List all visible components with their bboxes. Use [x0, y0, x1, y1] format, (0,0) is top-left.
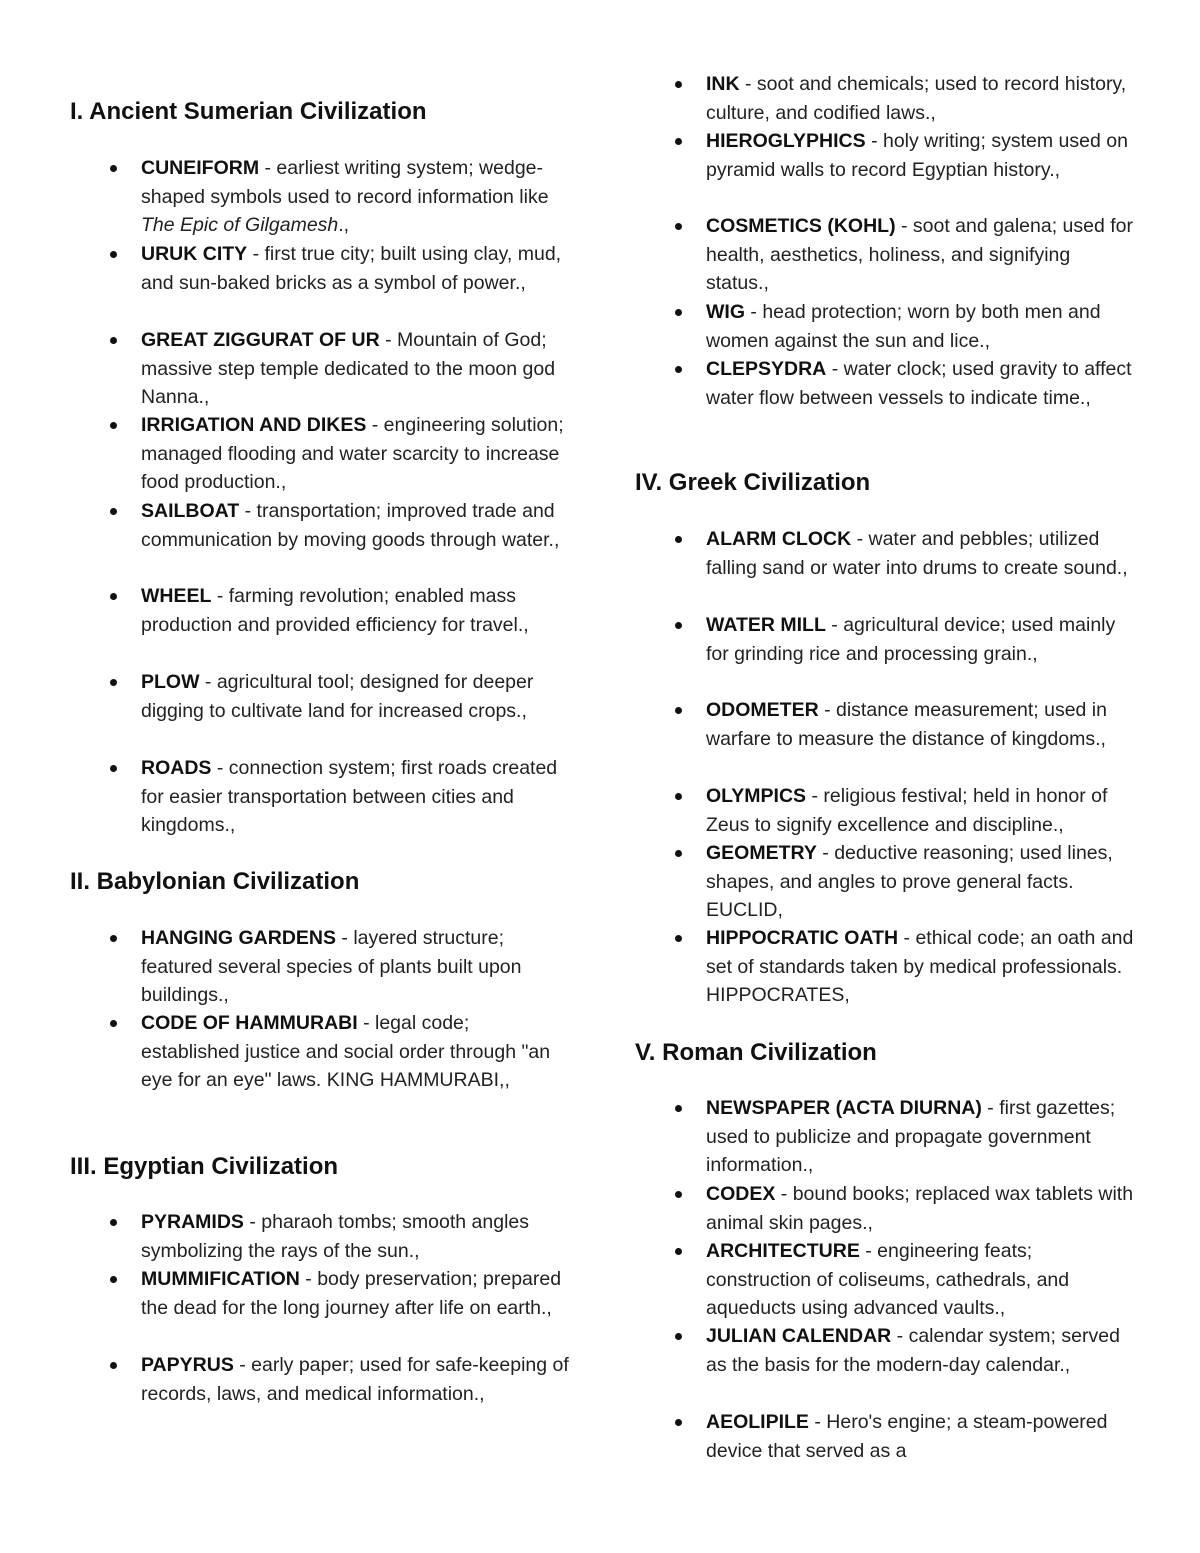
item-description: - pharaoh tombs; smooth angles symbolizing the rays of the sun.,	[141, 1211, 530, 1262]
bullet-icon	[675, 622, 682, 629]
section-title-greek: IV. Greek Civilization	[635, 469, 871, 496]
item-description: - soot and galena; used for health, aesthetics, holiness, and signifying status.,	[706, 215, 1133, 294]
item-description: - legal code; established justice and social order through "an eye for an eye" laws. KING HAMMURABI,,	[141, 1012, 551, 1091]
item-description: - transportation; improved trade and communication by moving goods through water.,	[141, 500, 560, 551]
item-description: - farming revolution; enabled mass production and provided efficiency for travel.,	[141, 585, 529, 636]
item-description: - ethical code; an oath and set of standards taken by medical professionals. HIPPOCRATES,	[706, 927, 1134, 1006]
bullet-icon	[675, 309, 682, 316]
bullet-icon	[675, 935, 682, 942]
bullet-icon	[675, 81, 682, 88]
bullet-icon	[675, 536, 682, 543]
item-term: CODE OF HAMMURABI	[141, 1012, 358, 1034]
item-term: COSMETICS (KOHL)	[706, 215, 896, 237]
bullet-icon	[110, 935, 117, 942]
item-description: - layered structure; featured several species of plants built upon buildings.,	[141, 927, 522, 1006]
item-description: - early paper; used for safe-keeping of records, laws, and medical information.,	[141, 1354, 569, 1405]
item-text	[706, 212, 1136, 298]
item-text	[141, 668, 571, 725]
item-description: - religious festival; held in honor of Zeus to signify excellence and discipline.,	[706, 785, 1108, 836]
item-term: GREAT ZIGGURAT OF UR	[141, 329, 380, 351]
item-text	[706, 696, 1136, 753]
item-term: CODEX	[706, 1183, 776, 1205]
item-term: INK	[706, 73, 740, 95]
section-title-egyptian: III. Egyptian Civilization	[70, 1153, 339, 1180]
bullet-icon	[110, 508, 117, 515]
section-title-sumerian: I. Ancient Sumerian Civilization	[70, 98, 427, 125]
bullet-icon	[675, 1105, 682, 1112]
bullet-icon	[110, 1020, 117, 1027]
item-term: MUMMIFICATION	[141, 1268, 300, 1290]
item-description: - engineering solution; managed flooding and water scarcity to increase food production.,	[141, 414, 564, 493]
item-description: - deductive reasoning; used lines, shapes, and angles to prove general facts. EUCLID,	[706, 842, 1113, 921]
bullet-icon	[675, 366, 682, 373]
item-text	[141, 924, 571, 1010]
bullet-icon	[110, 422, 117, 429]
item-description: - water clock; used gravity to affect water flow between vessels to indicate time.,	[706, 358, 1132, 409]
item-description: - first gazettes; used to publicize and propagate government information.,	[706, 1097, 1116, 1176]
item-term: JULIAN CALENDAR	[706, 1325, 892, 1347]
item-description: - head protection; worn by both men and women against the sun and lice.,	[706, 301, 1101, 352]
item-term: PAPYRUS	[141, 1354, 234, 1376]
item-description-italic: The Epic of Gilgamesh	[141, 214, 339, 236]
section-title-roman: V. Roman Civilization	[635, 1039, 877, 1066]
item-text	[141, 1208, 571, 1265]
item-term: ARCHITECTURE	[706, 1240, 860, 1262]
item-text	[706, 1180, 1136, 1237]
bullet-icon	[675, 1248, 682, 1255]
item-description: - Mountain of God; massive step temple dedicated to the moon god Nanna.,	[141, 329, 556, 408]
item-text	[141, 497, 571, 554]
item-text	[141, 326, 571, 412]
item-text	[141, 1351, 571, 1408]
bullet-icon	[110, 679, 117, 686]
bullet-icon	[675, 1419, 682, 1426]
item-description: - first true city; built using clay, mud, and sun-baked bricks as a symbol of power.,	[141, 243, 562, 294]
item-term: URUK CITY	[141, 243, 248, 265]
bullet-icon	[110, 1276, 117, 1283]
item-term: ALARM CLOCK	[706, 528, 852, 550]
bullet-icon	[675, 850, 682, 857]
item-text	[141, 1009, 571, 1095]
item-description-end: .,	[338, 214, 350, 236]
item-term: OLYMPICS	[706, 785, 807, 807]
item-term: HIPPOCRATIC OATH	[706, 927, 899, 949]
item-term: IRRIGATION AND DIKES	[141, 414, 367, 436]
item-description: - agricultural device; used mainly for grinding rice and processing grain.,	[706, 614, 1116, 665]
item-description: - bound books; replaced wax tablets with animal skin pages.,	[706, 1183, 1134, 1234]
item-text	[706, 611, 1136, 668]
bullet-icon	[110, 251, 117, 258]
item-term: GEOMETRY	[706, 842, 817, 864]
item-text	[141, 1265, 571, 1322]
item-description: - soot and chemicals; used to record history, culture, and codified laws.,	[706, 73, 1127, 124]
item-term: CUNEIFORM	[141, 157, 260, 179]
item-term: HANGING GARDENS	[141, 927, 337, 949]
bullet-icon	[110, 337, 117, 344]
item-text	[141, 240, 571, 297]
item-description: - body preservation; prepared the dead for the long journey after life on earth.,	[141, 1268, 562, 1319]
bullet-icon	[675, 793, 682, 800]
item-text	[141, 754, 571, 840]
item-term: WHEEL	[141, 585, 212, 607]
item-text	[706, 525, 1136, 582]
item-description: - agricultural tool; designed for deeper digging to cultivate land for increased crops.,	[141, 671, 534, 722]
item-description: - calendar system; served as the basis for the modern-day calendar.,	[706, 1325, 1120, 1376]
item-term: WIG	[706, 301, 745, 323]
item-description: - engineering feats; construction of coliseums, cathedrals, and aqueducts using advanced vaults.,	[706, 1240, 1070, 1319]
bullet-icon	[110, 1362, 117, 1369]
item-description: - connection system; first roads created for easier transportation between cities and kingdoms.,	[141, 757, 558, 836]
item-text	[706, 298, 1136, 355]
bullet-icon	[110, 165, 117, 172]
item-term: ODOMETER	[706, 699, 819, 721]
bullet-icon	[675, 1333, 682, 1340]
item-term: ROADS	[141, 757, 212, 779]
item-text	[706, 839, 1136, 925]
item-text	[706, 782, 1136, 839]
item-text	[706, 70, 1136, 127]
section-title-babylonian: II. Babylonian Civilization	[70, 868, 360, 895]
item-text	[706, 1322, 1136, 1379]
bullet-icon	[110, 1219, 117, 1226]
item-term: CLEPSYDRA	[706, 358, 827, 380]
item-text	[141, 411, 571, 497]
item-text	[706, 355, 1136, 412]
item-description: - holy writing; system used on pyramid walls to record Egyptian history.,	[706, 130, 1128, 181]
item-term: WATER MILL	[706, 614, 826, 636]
bullet-icon	[675, 707, 682, 714]
item-description: - Hero's engine; a steam-powered device that served as a	[706, 1411, 1108, 1462]
item-term: PYRAMIDS	[141, 1211, 244, 1233]
item-text	[706, 1094, 1136, 1180]
bullet-icon	[675, 138, 682, 145]
item-term: AEOLIPILE	[706, 1411, 809, 1433]
item-description: - earliest writing system; wedge-shaped symbols used to record information like	[141, 157, 549, 208]
item-term: HIEROGLYPHICS	[706, 130, 866, 152]
item-text	[141, 154, 571, 240]
item-text	[706, 1408, 1136, 1465]
bullet-icon	[675, 223, 682, 230]
item-term: PLOW	[141, 671, 200, 693]
item-text	[706, 924, 1136, 1010]
item-term: SAILBOAT	[141, 500, 240, 522]
item-description: - water and pebbles; utilized falling sand or water into drums to create sound.,	[706, 528, 1128, 579]
bullet-icon	[110, 765, 117, 772]
item-description: - distance measurement; used in warfare to measure the distance of kingdoms.,	[706, 699, 1107, 750]
item-term: NEWSPAPER (ACTA DIURNA)	[706, 1097, 982, 1119]
item-text	[706, 1237, 1136, 1323]
bullet-icon	[675, 1191, 682, 1198]
bullet-icon	[110, 593, 117, 600]
item-text	[706, 127, 1136, 184]
item-text	[141, 582, 571, 639]
